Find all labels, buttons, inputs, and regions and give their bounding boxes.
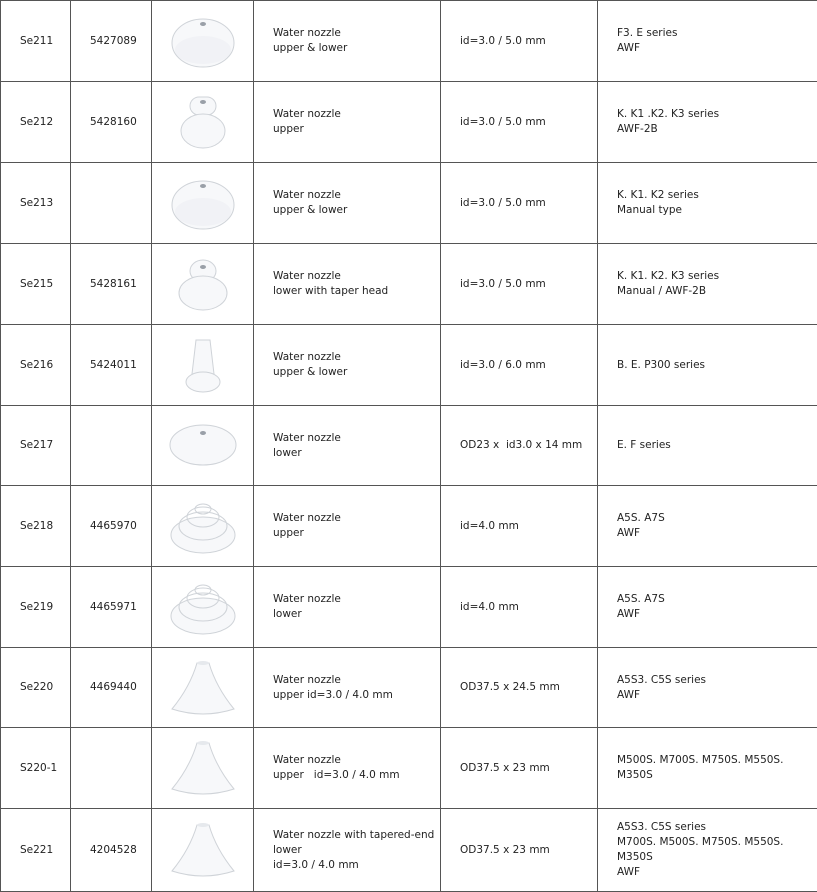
model-line: M700S. M500S. M750S. M550S. [617, 835, 817, 850]
part-dimensions [441, 486, 598, 567]
part-image-cell [152, 163, 254, 244]
part-description [254, 728, 441, 809]
part-code: Se218 [1, 486, 71, 567]
nozzle-dome-icon [152, 172, 253, 234]
dimensions-text: id=4.0 mm [460, 600, 597, 615]
part-number: 4469440 [71, 648, 152, 728]
part-number: 5428160 [71, 82, 152, 163]
model-line: AWF-2B [617, 122, 817, 137]
model-line: Manual / AWF-2B [617, 284, 817, 299]
compatible-models [598, 244, 817, 325]
table-row [1, 728, 817, 809]
description-line: upper id=3.0 / 4.0 mm [273, 768, 440, 783]
table-row [1, 406, 817, 486]
table-row [1, 567, 817, 648]
parts-table-body [1, 1, 817, 892]
nozzle-cone-icon [152, 819, 253, 881]
description-line: upper [273, 526, 440, 541]
nozzle-ribbed-icon [152, 576, 253, 638]
description-line: upper & lower [273, 41, 440, 56]
part-image-cell [152, 406, 254, 486]
compatible-models [598, 1, 817, 82]
description-line: Water nozzle [273, 673, 440, 688]
dimensions-text: OD37.5 x 24.5 mm [460, 680, 597, 695]
nozzle-stepped-icon [152, 91, 253, 153]
model-line: A5S3. C5S series [617, 820, 817, 835]
nozzle-dome-icon [152, 10, 253, 72]
model-line: AWF [617, 607, 817, 622]
part-dimensions [441, 406, 598, 486]
table-row [1, 82, 817, 163]
part-number: 4465971 [71, 567, 152, 648]
nozzle-ribbed-icon [152, 495, 253, 557]
part-dimensions [441, 82, 598, 163]
part-code: Se211 [1, 1, 71, 82]
description-line: Water nozzle [273, 511, 440, 526]
part-dimensions [441, 163, 598, 244]
part-image-cell [152, 648, 254, 728]
part-description [254, 567, 441, 648]
part-code: Se220 [1, 648, 71, 728]
compatible-models [598, 325, 817, 406]
part-image-cell [152, 567, 254, 648]
model-line: Manual type [617, 203, 817, 218]
description-line: lower [273, 446, 440, 461]
model-line: AWF [617, 688, 817, 703]
table-row [1, 244, 817, 325]
description-line: Water nozzle [273, 753, 440, 768]
part-dimensions [441, 325, 598, 406]
part-dimensions [441, 648, 598, 728]
part-image-cell [152, 809, 254, 892]
description-line: Water nozzle [273, 107, 440, 122]
table-row [1, 325, 817, 406]
model-line: A5S3. C5S series [617, 673, 817, 688]
part-number [71, 163, 152, 244]
dimensions-text: OD37.5 x 23 mm [460, 843, 597, 858]
part-image-cell [152, 1, 254, 82]
model-line: A5S. A7S [617, 592, 817, 607]
description-line: id=3.0 / 4.0 mm [273, 858, 440, 873]
description-line: Water nozzle [273, 188, 440, 203]
model-line: E. F series [617, 438, 817, 453]
description-line: Water nozzle [273, 26, 440, 41]
dimensions-text: id=3.0 / 6.0 mm [460, 358, 597, 373]
part-number: 5427089 [71, 1, 152, 82]
nozzle-tube-icon [152, 334, 253, 396]
model-line: B. E. P300 series [617, 358, 817, 373]
description-line: upper & lower [273, 365, 440, 380]
table-row [1, 486, 817, 567]
description-line: Water nozzle with tapered-end [273, 828, 440, 843]
model-line: AWF [617, 41, 817, 56]
table-row [1, 163, 817, 244]
description-line: Water nozzle [273, 350, 440, 365]
part-number: 5428161 [71, 244, 152, 325]
model-line: F3. E series [617, 26, 817, 41]
description-line: lower [273, 843, 440, 858]
part-dimensions [441, 244, 598, 325]
dimensions-text: id=3.0 / 5.0 mm [460, 277, 597, 292]
nozzle-flat-dome-icon [152, 415, 253, 477]
part-description [254, 406, 441, 486]
part-number: 5424011 [71, 325, 152, 406]
model-line: M350S [617, 768, 817, 783]
table-row [1, 809, 817, 892]
dimensions-text: id=3.0 / 5.0 mm [460, 196, 597, 211]
description-line: Water nozzle [273, 592, 440, 607]
part-description [254, 486, 441, 567]
model-line: AWF [617, 865, 817, 880]
part-code: Se219 [1, 567, 71, 648]
part-dimensions [441, 809, 598, 892]
part-code: Se221 [1, 809, 71, 892]
part-number: 4204528 [71, 809, 152, 892]
part-number [71, 728, 152, 809]
dimensions-text: id=3.0 / 5.0 mm [460, 115, 597, 130]
nozzle-taper-head-icon [152, 253, 253, 315]
part-description [254, 325, 441, 406]
part-description [254, 1, 441, 82]
compatible-models [598, 728, 817, 809]
dimensions-text: OD37.5 x 23 mm [460, 761, 597, 776]
part-code: Se215 [1, 244, 71, 325]
part-image-cell [152, 82, 254, 163]
model-line: AWF [617, 526, 817, 541]
part-dimensions [441, 1, 598, 82]
dimensions-text: id=4.0 mm [460, 519, 597, 534]
model-line: A5S. A7S [617, 511, 817, 526]
description-line: lower [273, 607, 440, 622]
part-code: S220-1 [1, 728, 71, 809]
model-line: K. K1 .K2. K3 series [617, 107, 817, 122]
model-line: K. K1. K2. K3 series [617, 269, 817, 284]
description-line: upper [273, 122, 440, 137]
part-description [254, 82, 441, 163]
compatible-models [598, 486, 817, 567]
part-code: Se212 [1, 82, 71, 163]
model-line: M350S [617, 850, 817, 865]
dimensions-text: OD23 x id3.0 x 14 mm [460, 438, 597, 453]
model-line: K. K1. K2 series [617, 188, 817, 203]
nozzle-cone-icon [152, 657, 253, 719]
compatible-models [598, 82, 817, 163]
part-description [254, 163, 441, 244]
compatible-models [598, 809, 817, 892]
part-dimensions [441, 728, 598, 809]
description-line: Water nozzle [273, 269, 440, 284]
table-row [1, 1, 817, 82]
part-code: Se213 [1, 163, 71, 244]
part-number [71, 406, 152, 486]
part-description [254, 244, 441, 325]
compatible-models [598, 406, 817, 486]
nozzle-cone-icon [152, 737, 253, 799]
compatible-models [598, 648, 817, 728]
description-line: upper id=3.0 / 4.0 mm [273, 688, 440, 703]
model-line: M500S. M700S. M750S. M550S. [617, 753, 817, 768]
part-image-cell [152, 486, 254, 567]
part-code: Se217 [1, 406, 71, 486]
part-dimensions [441, 567, 598, 648]
part-description [254, 809, 441, 892]
part-image-cell [152, 728, 254, 809]
table-row [1, 648, 817, 728]
dimensions-text: id=3.0 / 5.0 mm [460, 34, 597, 49]
part-number: 4465970 [71, 486, 152, 567]
compatible-models [598, 163, 817, 244]
description-line: Water nozzle [273, 431, 440, 446]
part-code: Se216 [1, 325, 71, 406]
compatible-models [598, 567, 817, 648]
part-description [254, 648, 441, 728]
description-line: lower with taper head [273, 284, 440, 299]
part-image-cell [152, 244, 254, 325]
part-image-cell [152, 325, 254, 406]
description-line: upper & lower [273, 203, 440, 218]
